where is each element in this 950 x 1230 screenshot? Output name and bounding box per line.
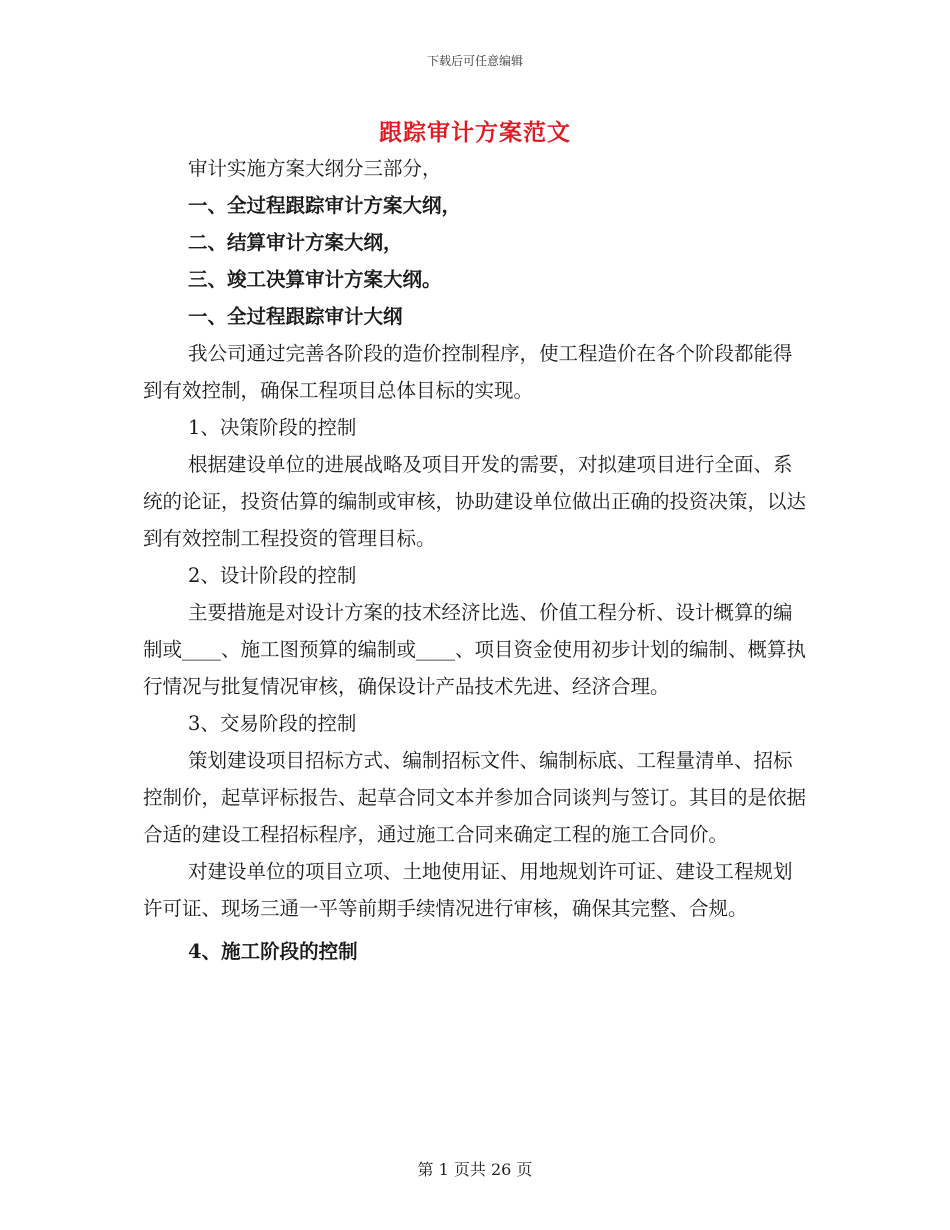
paragraph: 根据建设单位的进展战略及项目开发的需要，对拟建项目进行全面、系统的论证，投资估算的编制或审核，协助建设单位做出正确的投资决策，以达到有效控制工程投资的管理目标。 xyxy=(143,453,807,550)
subsection-heading: 4、施工阶段的控制 xyxy=(188,940,358,963)
paragraph: 我公司通过完善各阶段的造价控制程序，使工程造价在各个阶段都能得到有效控制，确保工程项目总体目标的实现。 xyxy=(143,342,793,402)
outline-item-2: 二、结算审计方案大纲， xyxy=(188,231,403,254)
outline-item-1: 一、全过程跟踪审计方案大纲， xyxy=(188,194,462,217)
page-footer: 第 1 页共 26 页 xyxy=(417,1160,533,1179)
document-title: 跟踪审计方案范文 xyxy=(379,119,571,146)
paragraph-intro: 审计实施方案大纲分三部分， xyxy=(188,157,442,180)
paragraph: 对建设单位的项目立项、土地使用证、用地规划许可证、建设工程规划许可证、现场三通一平等前期手续情况进行审核，确保其完整、合规。 xyxy=(143,860,793,920)
subsection-heading: 1、决策阶段的控制 xyxy=(188,416,357,439)
subsection-heading: 2、设计阶段的控制 xyxy=(188,564,357,587)
section-heading: 一、全过程跟踪审计大纲 xyxy=(188,305,403,328)
paragraph: 主要措施是对设计方案的技术经济比选、价值工程分析、设计概算的编制或____、施工图预算的编制或____、项目资金使用初步计划的编制、概算执行情况与批复情况审核，确保设计产品技术先进、经济合理。 xyxy=(143,601,807,698)
outline-item-3: 三、竣工决算审计方案大纲。 xyxy=(188,268,442,291)
paragraph: 策划建设项目招标方式、编制招标文件、编制标底、工程量清单、招标控制价，起草评标报告、起草合同文本并参加合同谈判与签订。其目的是依据合适的建设工程招标程序，通过施工合同来确定工程的施工合同价。 xyxy=(143,749,807,846)
document-body xyxy=(143,150,811,970)
subsection-heading: 3、交易阶段的控制 xyxy=(188,712,357,735)
page-header: 下载后可任意编辑 xyxy=(426,54,523,68)
